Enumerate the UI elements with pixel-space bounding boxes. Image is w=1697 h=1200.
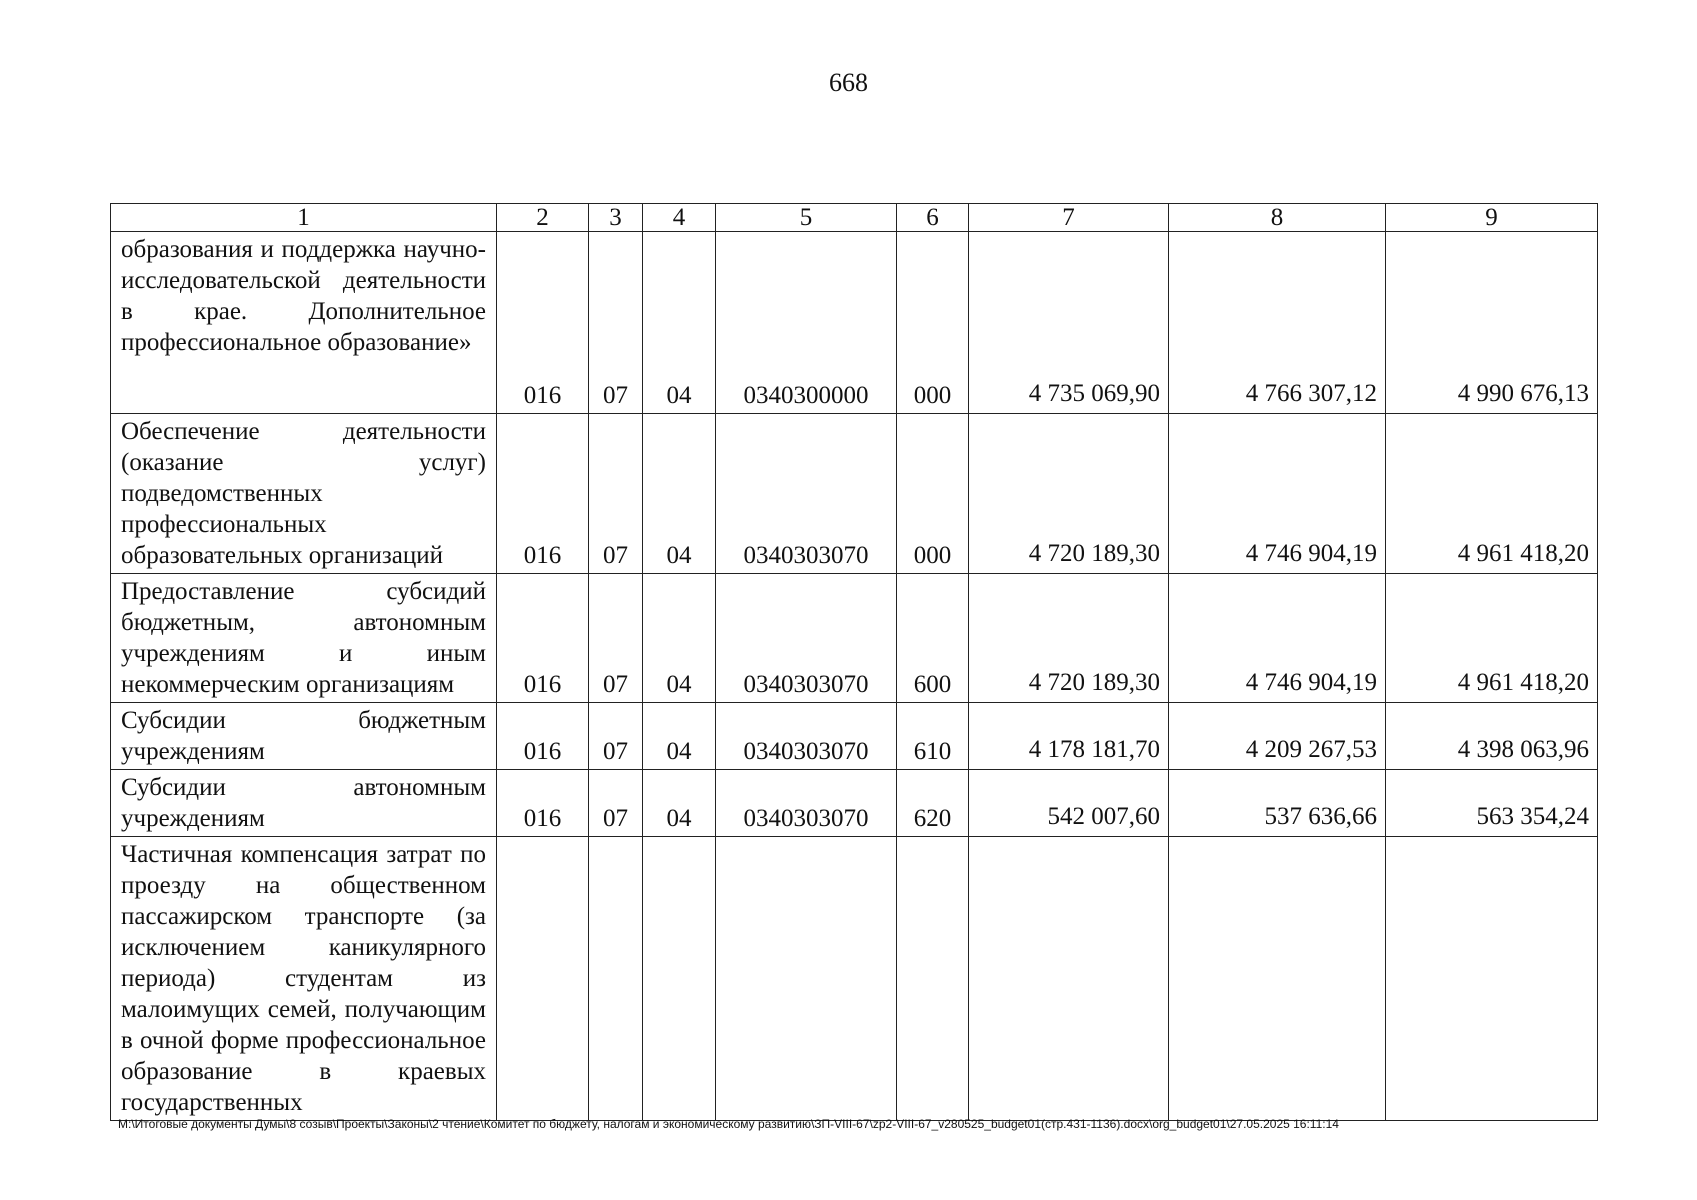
page-number: 668 xyxy=(829,68,868,97)
cell-amount-8: 4 766 307,12 xyxy=(1169,232,1386,414)
cell-ministry: 016 xyxy=(497,770,589,837)
cell-ministry: 016 xyxy=(497,232,589,414)
header-col-7: 7 xyxy=(969,204,1169,232)
cell-amount-8: 4 746 904,19 xyxy=(1169,574,1386,703)
header-row xyxy=(111,204,1598,232)
cell-expense-type: 000 xyxy=(897,414,969,574)
cell-subsection xyxy=(643,837,716,1121)
cell-amount-9: 4 961 418,20 xyxy=(1386,414,1598,574)
table-row xyxy=(111,770,1598,837)
header-col-3: 3 xyxy=(589,204,643,232)
cell-expense-type: 610 xyxy=(897,703,969,770)
cell-amount-9: 4 961 418,20 xyxy=(1386,574,1598,703)
header-col-6: 6 xyxy=(897,204,969,232)
budget-table-container xyxy=(110,203,1597,1121)
cell-amount-9: 563 354,24 xyxy=(1386,770,1598,837)
row-name: Предоставление субсидий бюджетным, автономным учреждениям и иным некоммерческим организациям xyxy=(111,574,497,703)
row-name: Субсидии бюджетным учреждениям xyxy=(111,703,497,770)
cell-amount-7: 542 007,60 xyxy=(969,770,1169,837)
cell-amount-8: 537 636,66 xyxy=(1169,770,1386,837)
cell-target-article: 0340303070 xyxy=(716,703,897,770)
cell-amount-8 xyxy=(1169,837,1386,1121)
cell-subsection: 04 xyxy=(643,414,716,574)
table-row xyxy=(111,232,1598,414)
cell-ministry: 016 xyxy=(497,703,589,770)
table-row xyxy=(111,414,1598,574)
cell-section: 07 xyxy=(589,414,643,574)
cell-target-article: 0340303070 xyxy=(716,574,897,703)
cell-amount-9: 4 990 676,13 xyxy=(1386,232,1598,414)
cell-expense-type: 000 xyxy=(897,232,969,414)
table-row xyxy=(111,837,1598,1121)
cell-section: 07 xyxy=(589,770,643,837)
header-col-5: 5 xyxy=(716,204,897,232)
cell-subsection: 04 xyxy=(643,703,716,770)
cell-amount-7: 4 720 189,30 xyxy=(969,414,1169,574)
cell-expense-type xyxy=(897,837,969,1121)
cell-ministry xyxy=(497,837,589,1121)
cell-target-article: 0340303070 xyxy=(716,414,897,574)
header-col-4: 4 xyxy=(643,204,716,232)
cell-amount-7: 4 178 181,70 xyxy=(969,703,1169,770)
cell-amount-8: 4 209 267,53 xyxy=(1169,703,1386,770)
cell-amount-9: 4 398 063,96 xyxy=(1386,703,1598,770)
cell-subsection: 04 xyxy=(643,770,716,837)
cell-section: 07 xyxy=(589,232,643,414)
cell-amount-8: 4 746 904,19 xyxy=(1169,414,1386,574)
cell-amount-9 xyxy=(1386,837,1598,1121)
cell-amount-7 xyxy=(969,837,1169,1121)
document-file-path: М:\Итоговые документы Думы\8 созыв\Проекты\Законы\2 чтение\Комитет по бюджету, налогам и экономическому развитию\ЗП-VIII-67\zp2-VIII-67_v280525_budget01(стр.431-1136).docx\org_budget01\27.05.2025 16:11:14 xyxy=(118,1117,1339,1131)
cell-ministry: 016 xyxy=(497,414,589,574)
header-col-8: 8 xyxy=(1169,204,1386,232)
row-name: Субсидии автономным учреждениям xyxy=(111,770,497,837)
cell-target-article xyxy=(716,837,897,1121)
cell-subsection: 04 xyxy=(643,574,716,703)
cell-amount-7: 4 735 069,90 xyxy=(969,232,1169,414)
cell-section xyxy=(589,837,643,1121)
cell-section: 07 xyxy=(589,574,643,703)
table-row xyxy=(111,574,1598,703)
row-name: образования и поддержка научно-исследовательской деятельности в крае. Дополнительное профессиональное образование» xyxy=(111,232,497,414)
row-name: Частичная компенсация затрат по проезду на общественном пассажирском транспорте (за исключением каникулярного периода) студентам из малоимущих семей, получающим в очной форме профессиональное образование в краевых государственных xyxy=(111,837,497,1121)
cell-target-article: 0340303070 xyxy=(716,770,897,837)
header-col-1: 1 xyxy=(111,204,497,232)
budget-table xyxy=(110,203,1598,1121)
row-name: Обеспечение деятельности (оказание услуг) подведомственных профессиональных образовательных организаций xyxy=(111,414,497,574)
cell-amount-7: 4 720 189,30 xyxy=(969,574,1169,703)
cell-section: 07 xyxy=(589,703,643,770)
cell-subsection: 04 xyxy=(643,232,716,414)
cell-expense-type: 620 xyxy=(897,770,969,837)
cell-target-article: 0340300000 xyxy=(716,232,897,414)
header-col-2: 2 xyxy=(497,204,589,232)
header-col-9: 9 xyxy=(1386,204,1598,232)
cell-ministry: 016 xyxy=(497,574,589,703)
table-row xyxy=(111,703,1598,770)
cell-expense-type: 600 xyxy=(897,574,969,703)
